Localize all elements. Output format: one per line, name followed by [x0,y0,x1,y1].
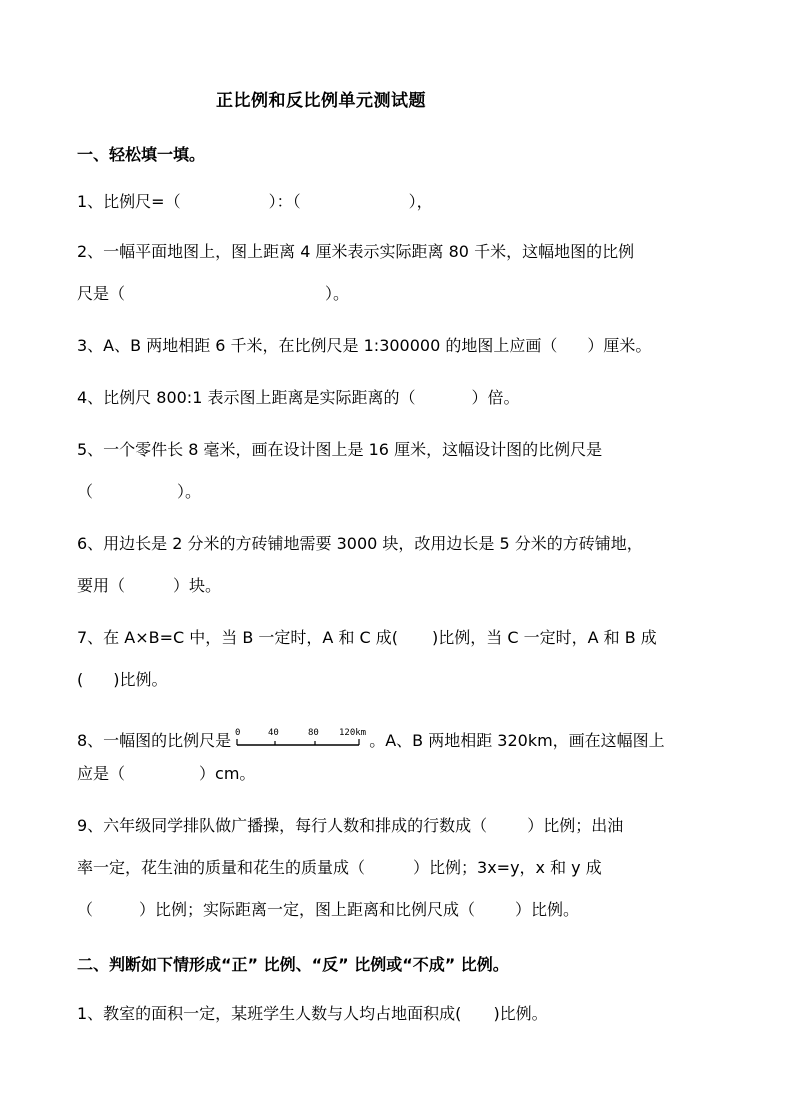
scale-label: 40 [268,728,280,738]
question-9-line-2: 率一定，花生油的质量和花生的质量成（ ）比例；3x=y，x 和 y 成 [77,858,602,877]
question-7-line-1: 7、在 A×B=C 中，当 B 一定时，A 和 C 成( )比例，当 C 一定时，A 和 B 成 [77,628,657,647]
scale-label: 120km [339,728,367,738]
question-6-line-1: 6、用边长是 2 分米的方砖铺地需要 3000 块，改用边长是 5 分米的方砖铺地， [77,534,643,553]
question-7-line-2: ( )比例。 [77,670,168,689]
question-8-line-2: 应是（ ）cm。 [77,764,256,783]
question-8-line-1: 8、一幅图的比例尺是 0 40 80 120km 。A、B 两地相距 320km，画在这幅图上 [77,728,665,750]
question-1: 1、比例尺=（ ）：（ ）， [77,192,433,211]
section-1-heading: 一、轻松填一填。 [77,145,206,164]
page-title: 正比例和反比例单元测试题 [216,91,426,111]
question-6-line-2: 要用（ ）块。 [77,576,222,595]
question-9-line-3: （ ）比例；实际距离一定，图上距离和比例尺成（ ）比例。 [77,900,580,919]
question-3: 3、A、B 两地相距 6 千米，在比例尺是 1:300000 的地图上应画（ ）厘米。 [77,336,652,355]
question-5-line-1: 5、一个零件长 8 毫米，画在设计图上是 16 厘米，这幅设计图的比例尺是 [77,440,603,459]
scale-bar [235,726,367,750]
question-9-line-1: 9、六年级同学排队做广播操，每行人数和排成的行数成（ ）比例；出油 [77,816,624,835]
scale-label: 80 [308,728,320,738]
question-2-line-2: 尺是（ ）。 [77,284,350,303]
question-4: 4、比例尺 800:1 表示图上距离是实际距离的（ ）倍。 [77,388,520,407]
question-2-line-1: 2、一幅平面地图上，图上距离 4 厘米表示实际距离 80 千米，这幅地图的比例 [77,242,635,261]
question-5-line-2: （ ）。 [77,482,202,501]
section-2-heading: 二、判断如下情形成“正” 比例、“反” 比例或“不成” 比例。 [77,955,509,974]
section-2-question-1: 1、教室的面积一定，某班学生人数与人均占地面积成( )比例。 [77,1004,548,1023]
scale-label: 0 [235,728,241,738]
